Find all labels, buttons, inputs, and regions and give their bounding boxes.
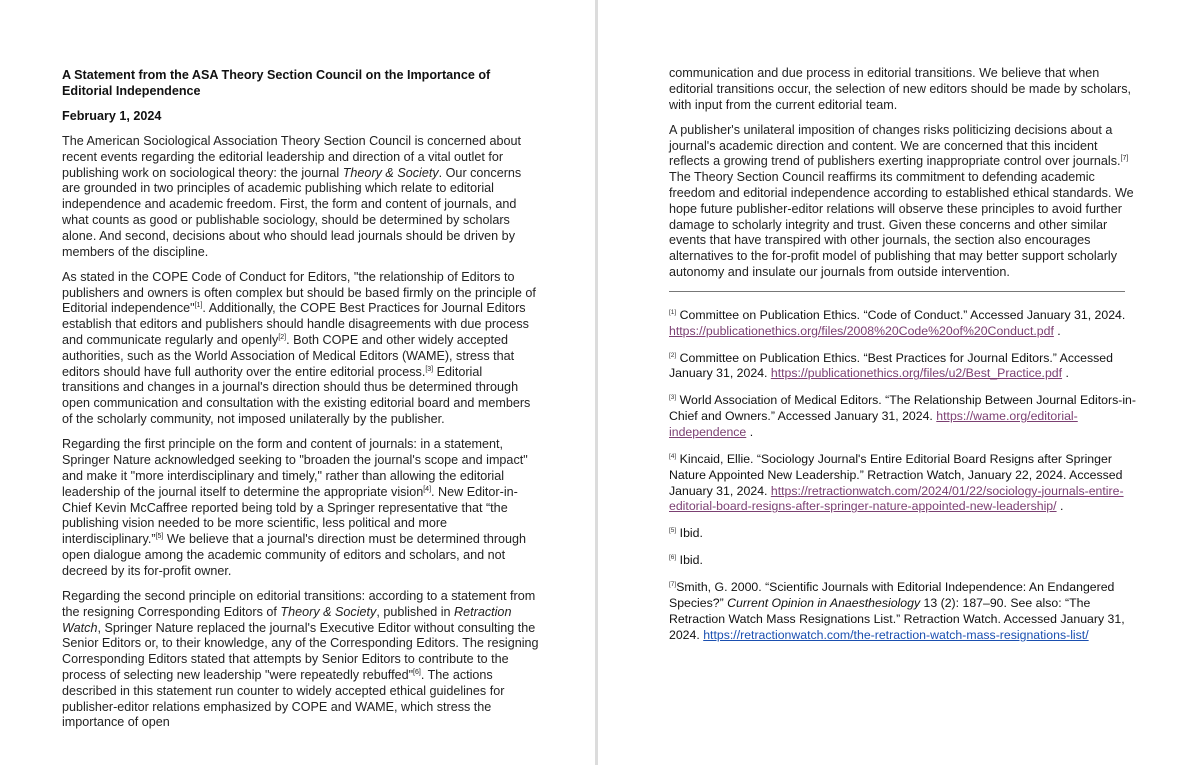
paragraph-text: . New Editor-in-Chief Kevin McCaffree reported being told by a Springer representative that “the publishing vision needed to be more scientific, less political and more interdisciplinary.” bbox=[62, 484, 518, 547]
journal-name: Theory & Society bbox=[280, 604, 377, 619]
footnote-link[interactable]: https://retractionwatch.com/2024/01/22/sociology-journals-entire-editorial-board-resigns-after-springer-nature-appointed-new-leadership/ bbox=[669, 483, 1124, 514]
footnote-text: Ibid. bbox=[676, 553, 703, 568]
footnote-tail: . bbox=[1062, 366, 1069, 381]
paragraph-text: . Our concerns are grounded in two principles of academic publishing which relate to editorial independence and academic freedom. First, the form and content of journals, and what counts as good or publishable sociology, should be determined by scholars alone. And second, decisions about who should lead journals should be driven by members of the discipline. bbox=[62, 165, 522, 259]
footnote-text: 13 (2): 187–90. See also: “The Retraction Watch Mass Resignations List.” Retraction Watch. Accessed January 31, 2024. bbox=[669, 596, 1125, 642]
footnote-tail: . bbox=[746, 425, 754, 440]
statement-title: A Statement from the ASA Theory Section Council on the Importance of Editorial Independence bbox=[62, 68, 491, 98]
paragraph-4 bbox=[62, 589, 540, 731]
footnote-marker[interactable]: [1] bbox=[669, 308, 677, 316]
footnote-6 bbox=[669, 553, 1140, 569]
footnote-4 bbox=[669, 452, 1140, 515]
footnote-marker[interactable]: [3] bbox=[669, 394, 677, 402]
paragraph-text: A publisher's unilateral imposition of changes risks politicizing decisions about a journal's academic direction and content. We are concerned that this incident reflects a growing trend of publishers exerting inappropriate control over journals. bbox=[669, 122, 1121, 169]
footnote-link[interactable]: https://publicationethics.org/files/2008%20Code%20of%20Conduct.pdf bbox=[669, 323, 1054, 338]
footnote-marker[interactable]: [7] bbox=[669, 581, 677, 589]
paragraph-1 bbox=[62, 134, 540, 260]
paragraph-text: . The actions described in this statement run counter to widely accepted ethical guidelines for publisher-editor relations emphasized by COPE and WAME, which stress the importance of open bbox=[62, 668, 505, 730]
paragraph-6 bbox=[669, 123, 1140, 281]
paragraph-text: The American Sociological Association Theory Section Council is concerned about recent events regarding the editorial leadership and direction of a vital outlet for publishing work on sociological theory: the journal bbox=[62, 134, 521, 180]
footnote-text: Committee on Publication Ethics. “Code of Conduct.” Accessed January 31, 2024. bbox=[676, 307, 1126, 322]
footnote-text: Committee on Publication Ethics. “Best Practices for Journal Editors.” Accessed January 31, 2024. bbox=[669, 350, 1113, 381]
footnote-link[interactable]: https://publicationethics.org/files/u2/Best_Practice.pdf bbox=[770, 366, 1063, 381]
footnote-tail: . bbox=[1056, 499, 1064, 514]
footnote-ref-3[interactable]: [3] bbox=[425, 365, 434, 373]
footnote-3 bbox=[669, 393, 1140, 440]
journal-name: Theory & Society bbox=[342, 165, 439, 180]
footnote-tail: . bbox=[1053, 323, 1061, 338]
paragraph-2 bbox=[62, 270, 540, 428]
footnote-text: World Association of Medical Editors. “The Relationship Between Journal Editors-in-Chief and Owners.” Accessed January 31, 2024. bbox=[669, 393, 1136, 424]
footnote-1 bbox=[669, 308, 1140, 340]
paragraph-text: , Springer Nature replaced the journal's Executive Editor without consulting the Senior Editors or, to their knowledge, any of the Corresponding Editors. The resigning Corresponding Editors stated that attempts by Senior Editors to contribute to the process of selecting new leadership "were repeatedly rebuffed" bbox=[62, 620, 539, 682]
footnote-ref-7[interactable]: [7] bbox=[1120, 155, 1129, 163]
paragraph-3 bbox=[62, 437, 540, 579]
footnote-marker[interactable]: [6] bbox=[669, 554, 677, 562]
footnote-2 bbox=[669, 351, 1140, 383]
footnote-7 bbox=[669, 580, 1140, 643]
footnote-5 bbox=[669, 526, 1140, 542]
journal-name: Current Opinion in Anaesthesiology bbox=[727, 596, 921, 611]
paragraph-text: Regarding the second principle on editorial transitions: according to a statement from the resigning Corresponding Editors of bbox=[62, 589, 536, 619]
paragraph-text: As stated in the COPE Code of Conduct for Editors, "the relationship of Editors to publishers and owners is often complex but should be based firmly on the principle of Editorial independence" bbox=[62, 269, 536, 316]
footnote-ref-1[interactable]: [1] bbox=[194, 302, 203, 310]
footnote-separator bbox=[669, 291, 1125, 292]
source-name: Retraction Watch bbox=[62, 604, 512, 635]
paragraph-text: . Both COPE and other widely accepted authorities, such as the World Association of Medical Editors (WAME), stress that editors should have full authority over the entire editorial process. bbox=[62, 333, 515, 379]
paragraph-text: . Additionally, the COPE Best Practices for Journal Editors establish that editors and publishers should handle disagreements with due process and communicate regularly and openly bbox=[62, 301, 529, 348]
footnote-text: Smith, G. 2000. “Scientific Journals with Editorial Independence: An Endangered Species?” bbox=[669, 580, 1115, 611]
footnote-ref-2[interactable]: [2] bbox=[278, 333, 287, 341]
footnote-link[interactable]: https://retractionwatch.com/the-retraction-watch-mass-resignations-list/ bbox=[703, 627, 1089, 642]
paragraph-text: The Theory Section Council reaffirms its commitment to defending academic freedom and editorial independence according to established ethical standards. We hope future publisher-editor relations will observe these principles to avoid further damage to scholarly integrity and trust. Given these concerns and other similar events that have transpired with other journals, the section also encourages alternatives to the for-profit model of publishing that may better support scholarly autonomy and insulate our journals from outside intervention. bbox=[669, 170, 1134, 280]
right-page bbox=[598, 0, 1200, 765]
statement-date: February 1, 2024 bbox=[62, 109, 162, 123]
footnote-text: Kincaid, Ellie. “Sociology Journal's Entire Editorial Board Resigns after Springer Nature Appointed New Leadership.” Retraction Watch, January 22, 2024. Accessed January 31, 2024. bbox=[669, 452, 1123, 498]
paragraph-5: communication and due process in editorial transitions. We believe that when editorial transitions occur, the selection of new editors should be made by scholars, with input from the current editorial team. bbox=[669, 66, 1132, 112]
left-page bbox=[0, 0, 596, 765]
paragraph-text: Editorial transitions and changes in a journal's direction should thus be determined through open communication and consultation with the existing editorial board and members of the scholarly community, not imposed unilaterally by the publisher. bbox=[62, 364, 531, 427]
footnote-link[interactable]: https://wame.org/editorial-independence bbox=[669, 409, 1078, 440]
footnote-ref-4[interactable]: [4] bbox=[423, 485, 432, 493]
paragraph-text: , published in bbox=[376, 604, 455, 619]
footnote-text: Ibid. bbox=[676, 526, 703, 541]
footnote-marker[interactable]: [5] bbox=[669, 527, 677, 535]
paragraph-text: Regarding the first principle on the form and content of journals: in a statement, Springer Nature acknowledged seeking to "broaden the journal's scope and impact" and make it "more interdisciplinary and timely," rather than allowing the editorial leadership of the journal itself to determine the appropriate vision bbox=[62, 437, 528, 499]
footnote-ref-6[interactable]: [6] bbox=[413, 668, 421, 676]
paragraph-text: We believe that a journal's direction must be determined through open dialogue among the academic community of editors and scholars, and not decreed by its for-profit owner. bbox=[62, 532, 527, 578]
footnote-marker[interactable]: [4] bbox=[669, 452, 677, 460]
footnote-marker[interactable]: [2] bbox=[669, 351, 677, 359]
footnote-ref-5[interactable]: [5] bbox=[155, 532, 164, 540]
